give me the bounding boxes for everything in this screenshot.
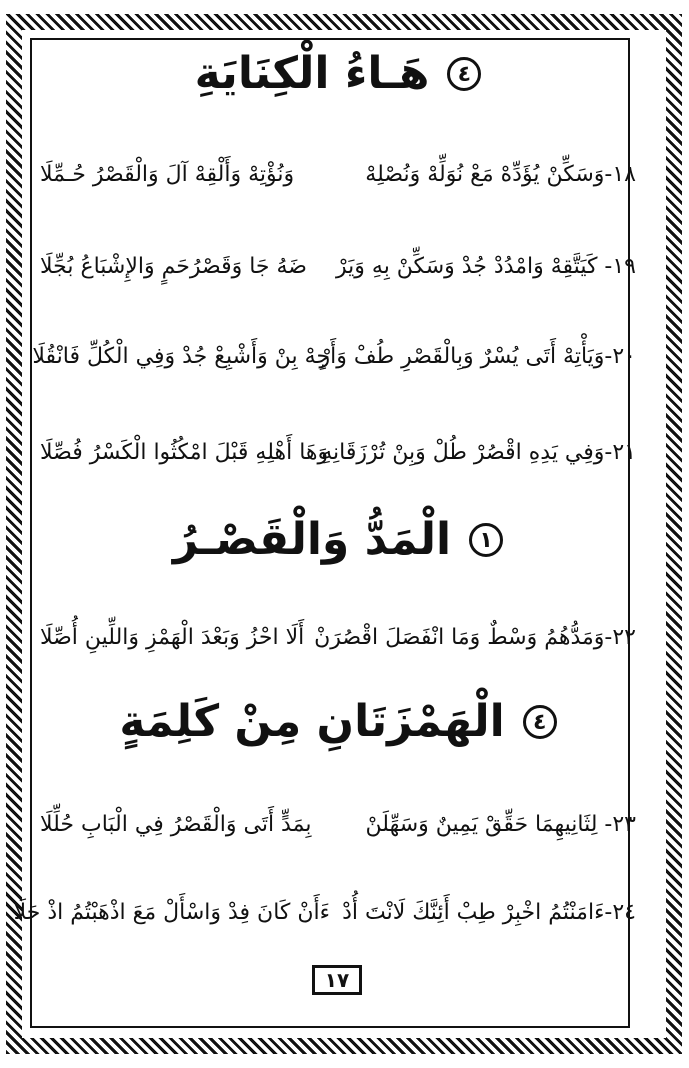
section-heading-alhamzatan xyxy=(40,696,636,747)
section-heading-almadd-walqasr xyxy=(40,514,636,565)
verse-second-hemistich: ءَأَنْ كَانَ فِدْ وَاسْأَلْ مَعَ اذْهَبْتُمُ اذْ حَلَا xyxy=(13,900,330,925)
verse-second-hemistich: ضَهُ جَا وَقَصْرُحَمٍ وَالإِشْبَاعُ بُجِّلَا xyxy=(40,254,307,279)
verse-count-badge: ١ xyxy=(469,523,503,557)
section-title: الْمَدُّ وَالْقَصْـرُ xyxy=(172,514,452,565)
verse-line xyxy=(13,893,636,933)
section-title: الْهَمْزَتَانِ مِنْ كَلِمَةٍ xyxy=(119,696,505,747)
verse-first-hemistich: ٢٣- لِثَانِيهِمَا حَقِّقْ يَمِينٌ وَسَهِّلَنْ xyxy=(365,812,636,837)
verse-second-hemistich: جِهْ بِنْ وَأَشْبِعْ جُدْ وَفِي الْكُلِّ فَانْقُلَا xyxy=(32,344,330,369)
verse-count-badge: ٤ xyxy=(523,705,557,739)
verse-line xyxy=(40,433,636,473)
section-title: هَـاءُ الْكِنَايَةِ xyxy=(194,48,430,99)
verse-second-hemistich: وَنُؤْتِهْ وَأَلْقِهْ آلَ وَالْقَصْرُ حُـمِّلَا xyxy=(40,162,295,187)
verse-first-hemistich: ٢٠-وَيَأْتِهْ أَتَى يُسْرٌ وَبِالْقَصْرِ طُفْ وَأَرْ xyxy=(319,344,636,369)
verse-line xyxy=(40,247,636,287)
verse-second-hemistich: وَهَا أَهْلِهِ قَبْلَ امْكُثُوا الْكَسْرُ فُصِّلَا xyxy=(40,440,329,465)
verse-count-badge: ٤ xyxy=(447,57,481,91)
verse-first-hemistich: ١٨-وَسَكِّنْ يُؤَدِّهْ مَعْ نُوَلِّهْ وَنُصْلِهْ xyxy=(365,162,636,187)
verse-first-hemistich: ١٩- كَيَتَّقِهْ وَامْدُدْ جُدْ وَسَكِّنْ بِهِ وَيَرْ xyxy=(336,254,636,279)
section-heading-ha-alkinaya xyxy=(40,48,636,99)
verse-first-hemistich: ٢٤-ءَامَنْتُمُ اخْبِرْ طِبْ أَئِنَّكَ لَانْتَ أُدْ xyxy=(342,900,636,925)
verse-first-hemistich: ٢١-وَفِي يَدِهِ اقْصُرْ طُلْ وَبِنْ تُرْزَقَانِهِ xyxy=(321,440,636,465)
verse-second-hemistich: أَلَا احْزُ وَبَعْدَ الْهَمْزِ وَاللِّينِ أُصِّلَا xyxy=(40,625,305,650)
page-number: ١٧ xyxy=(312,965,362,995)
verse-line xyxy=(40,805,636,845)
verse-first-hemistich: ٢٢-وَمَدُّهُمُ وَسْطٌ وَمَا انْفَصَلَ اقْصُرَنْ xyxy=(314,625,636,650)
verse-second-hemistich: بِمَدٍّ أَتَى وَالْقَصْرُ فِي الْبَابِ حُلِّلَا xyxy=(40,812,312,837)
verse-line xyxy=(40,155,636,195)
verse-line xyxy=(32,337,636,377)
verse-line xyxy=(40,618,636,658)
